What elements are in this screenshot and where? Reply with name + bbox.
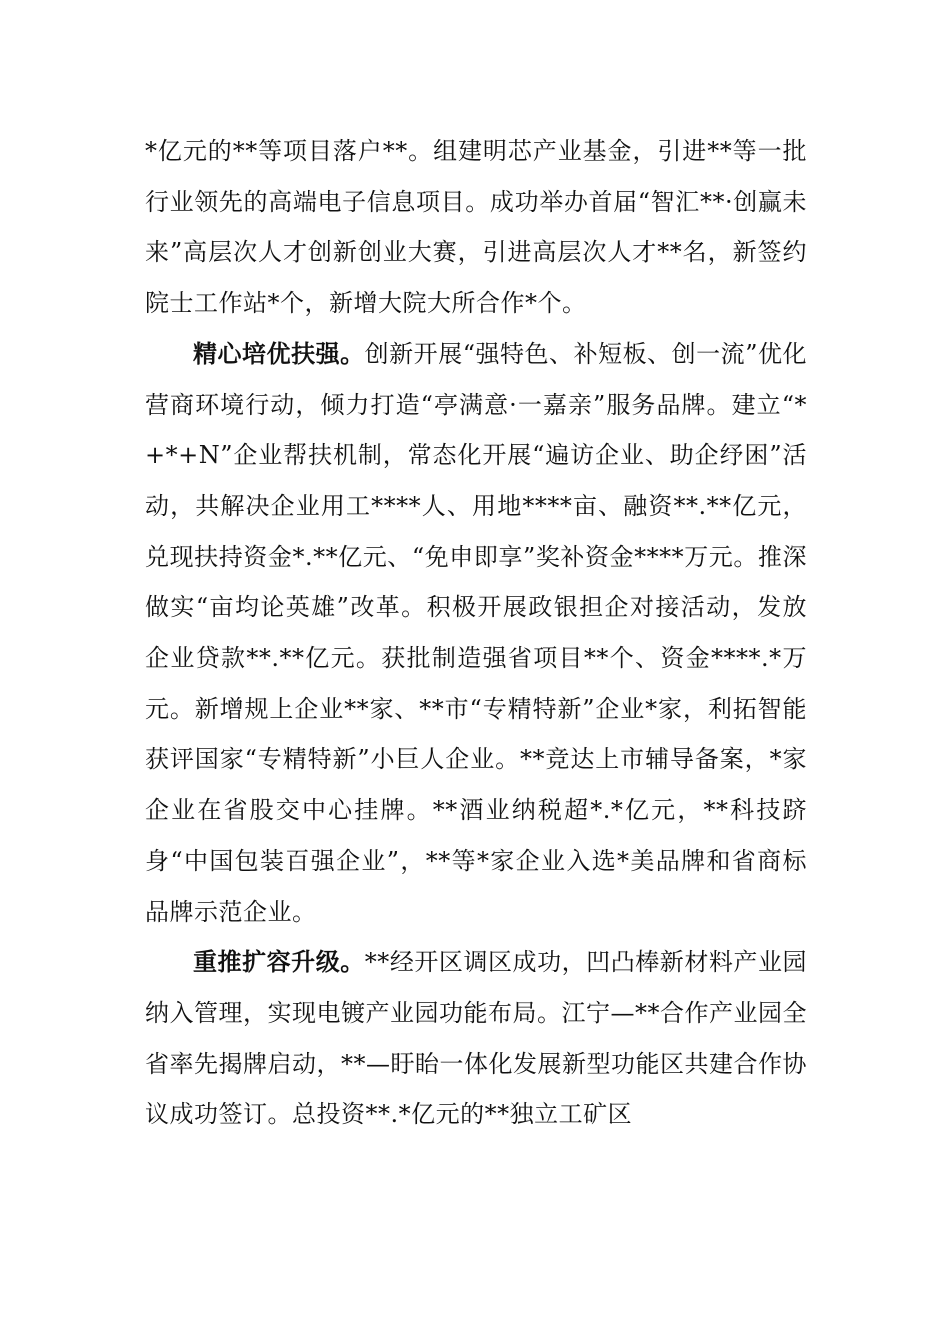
paragraph-expand-upgrade <box>145 937 807 1140</box>
paragraph-heading: 重推扩容升级。 <box>193 948 365 977</box>
document-body <box>145 126 807 1140</box>
paragraph-text: *亿元的**等项目落户**。组建明芯产业基金，引进**等一批行业领先的高端电子信息项目。成功举办首届“智汇**·创赢未来”高层次人才创新创业大赛，引进高层次人才**名，新签约院士工作站*个，新增大院大所合作*个。 <box>145 137 807 318</box>
paragraph-text: 创新开展“强特色、补短板、创一流”优化营商环境行动，倾力打造“亭满意·一嘉亲”服务品牌。建立“*+*+N”企业帮扶机制，常态化开展“遍访企业、助企纾困”活动，共解决企业用工****人、用地****亩、融资**.**亿元，兑现扶持资金*.**亿元、“免申即享”奖补资金****万元。推深做实“亩均论英雄”改革。积极开展政银担企对接活动，发放企业贷款**.**亿元。获批制造强省项目**个、资金****.*万元。新增规上企业**家、**市“专精特新”企业*家，利拓智能获评国家“专精特新”小巨人企业。**竞达上市辅导备案，*家企业在省股交中心挂牌。**酒业纳税超*.*亿元，**科技跻身“中国包装百强企业”，**等*家企业入选*美品牌和省商标品牌示范企业。 <box>145 339 808 926</box>
paragraph-continuation <box>145 126 807 329</box>
paragraph-text: **经开区调区成功，凹凸棒新材料产业园纳入管理，实现电镀产业园功能布局。江宁—**合作产业园全省率先揭牌启动，**—盱眙一体化发展新型功能区共建合作协议成功签订。总投资**.*亿元的**独立工矿区 <box>145 948 808 1129</box>
paragraph-cultivate-enterprises <box>145 329 807 937</box>
paragraph-heading: 精心培优扶强。 <box>193 339 365 368</box>
